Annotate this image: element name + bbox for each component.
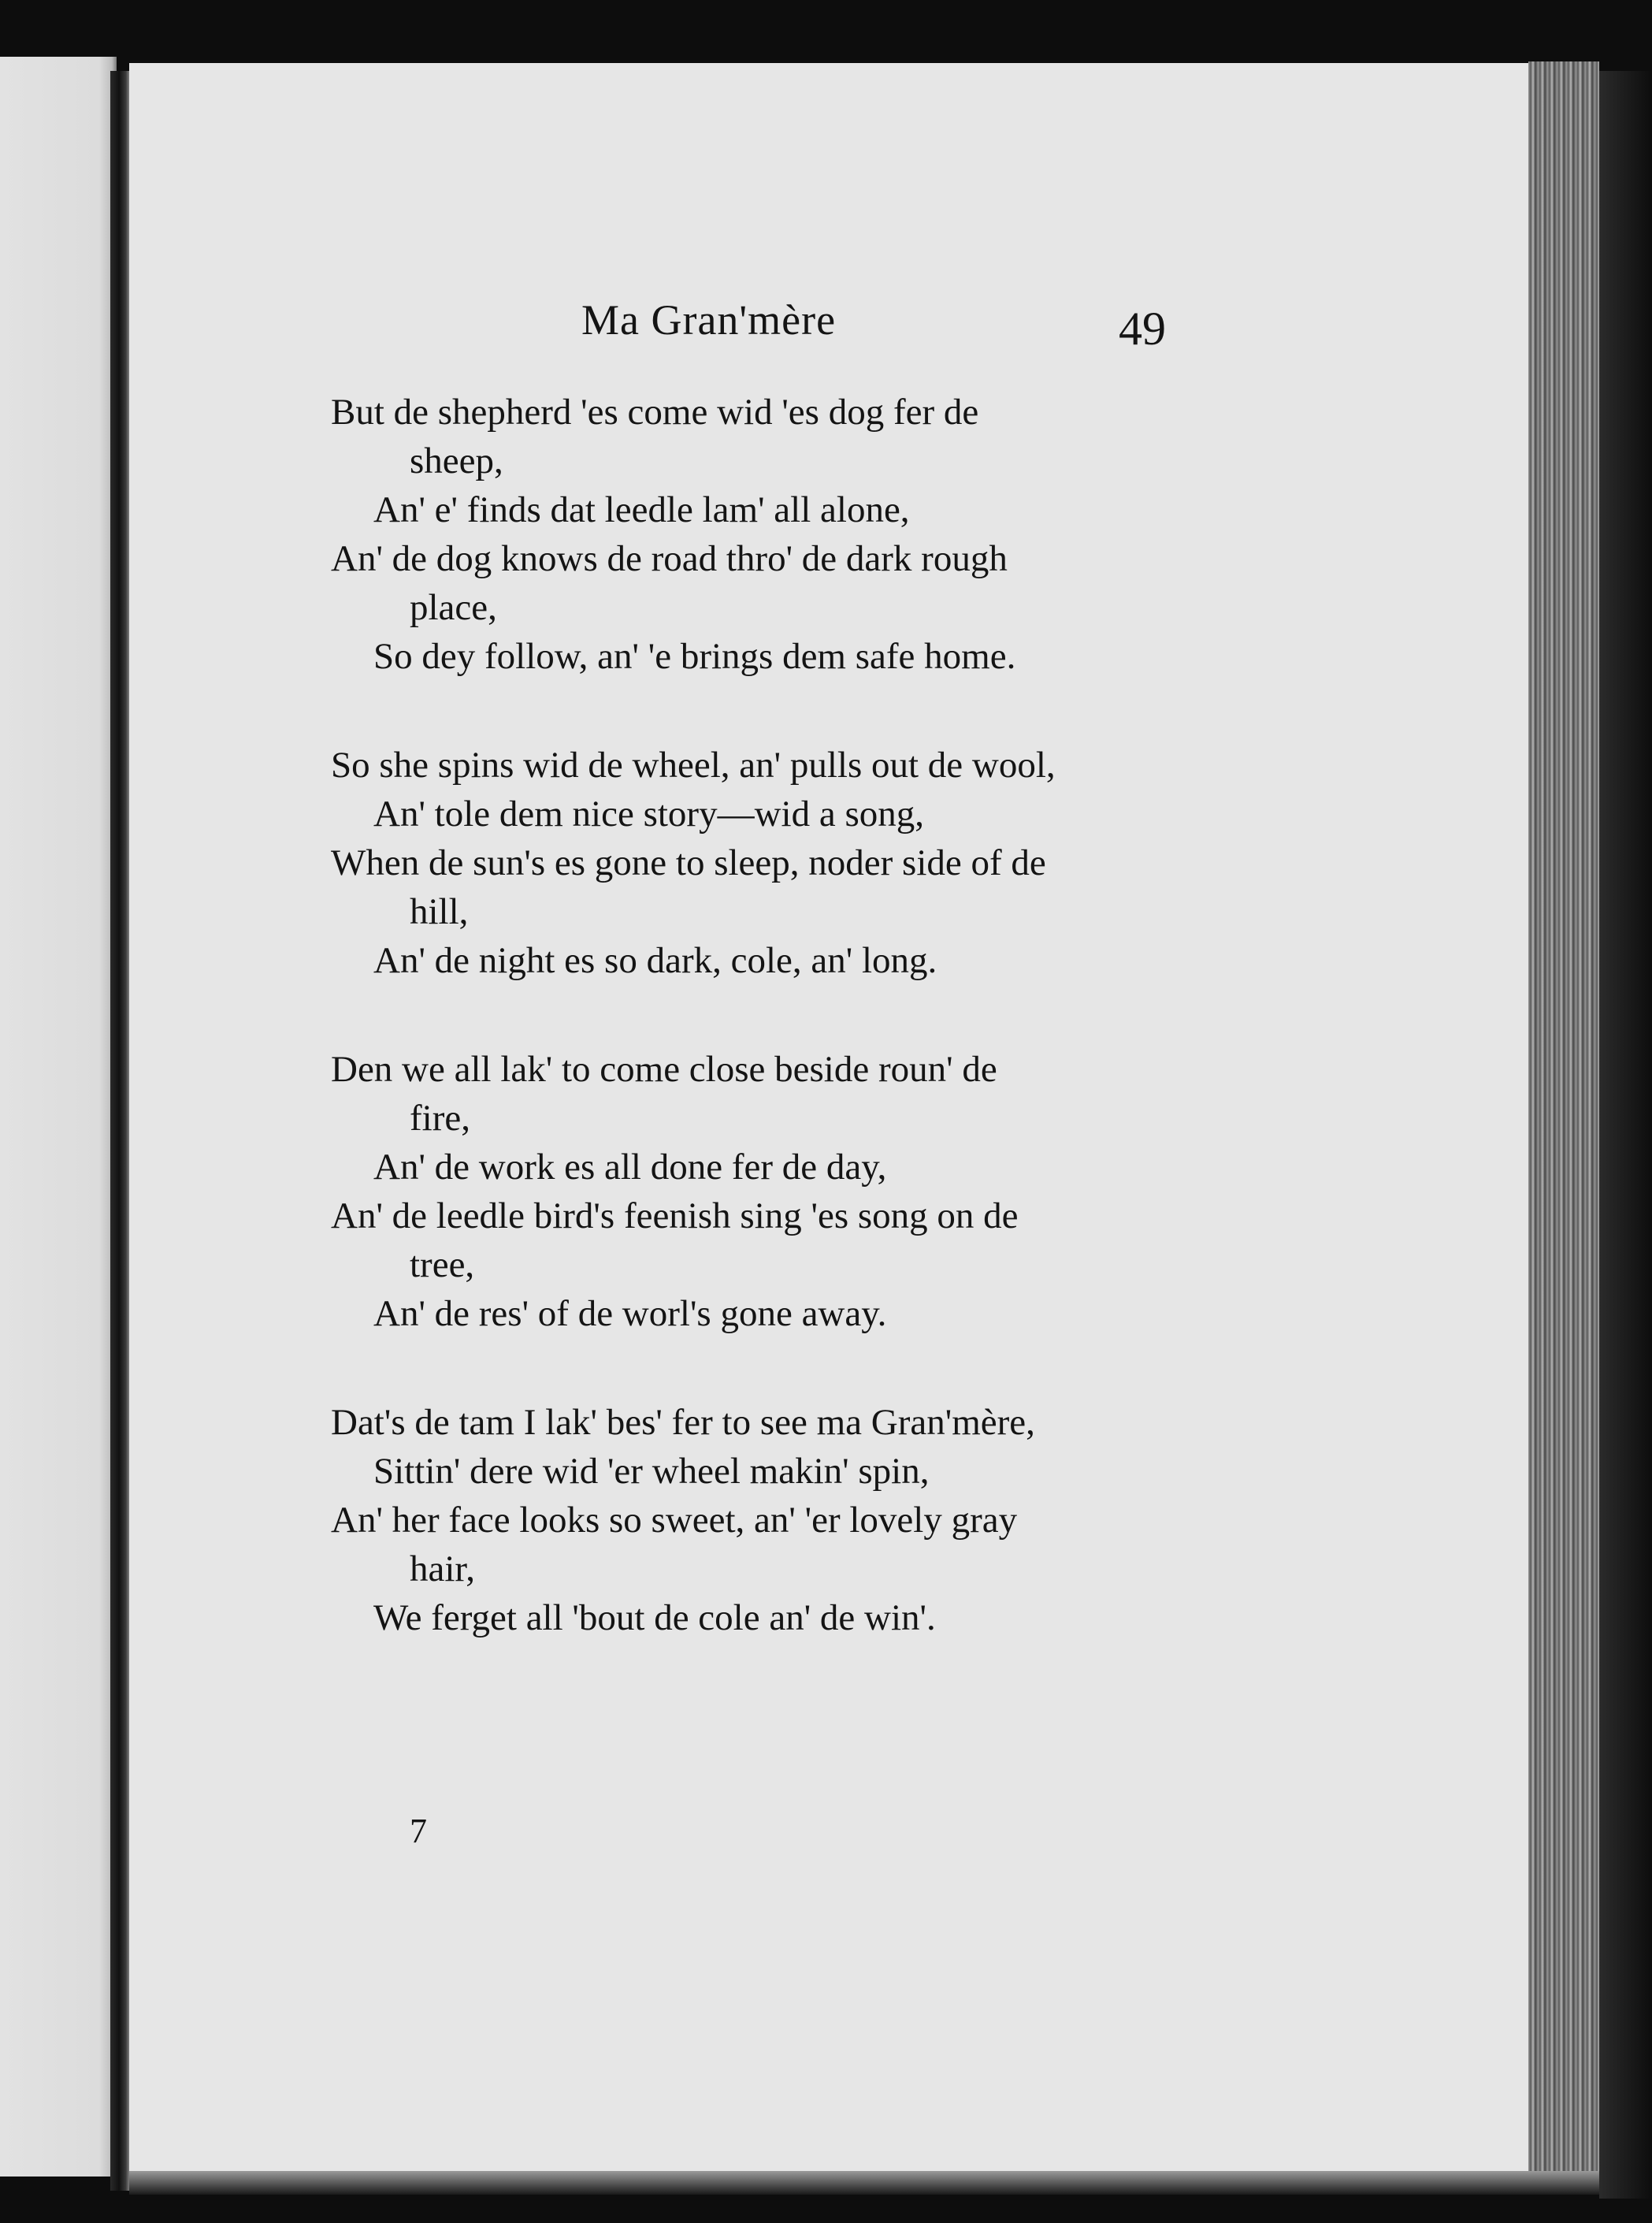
poem-line: An' de res' of de worl's gone away. [373, 1293, 887, 1334]
poem-line: hill, [410, 891, 469, 932]
poem-line: Den we all lak' to come close beside roun' de [331, 1049, 997, 1090]
page-stack-edge [1528, 61, 1599, 2189]
poem-line: An' de night es so dark, cole, an' long. [373, 940, 937, 981]
poem-line: hair, [410, 1548, 475, 1589]
bottom-shadow [129, 2171, 1599, 2195]
poem-line: But de shepherd 'es come wid 'es dog fer de [331, 392, 979, 433]
page-number: 49 [1119, 303, 1166, 355]
stanza [331, 1398, 1182, 1642]
stanza-gap [331, 985, 1182, 1045]
poem-line: An' de leedle bird's feenish sing 'es song on de [331, 1195, 1019, 1236]
poem-line: An' de work es all done fer de day, [373, 1147, 887, 1188]
poem-line: So dey follow, an' 'e brings dem safe home. [373, 636, 1016, 677]
stanza-gap [331, 681, 1182, 741]
poem-line: An' her face looks so sweet, an' 'er lovely gray [331, 1500, 1018, 1541]
poem-line: place, [410, 587, 497, 628]
signature-mark: 7 [410, 1812, 427, 1850]
stanza [331, 388, 1182, 681]
poem-line: Dat's de tam I lak' bes' fer to see ma Gran'mère, [331, 1402, 1035, 1443]
poem-line: sheep, [410, 441, 503, 481]
poem-line: When de sun's es gone to sleep, noder side of de [331, 842, 1046, 883]
running-title: Ma Gran'mère [581, 296, 837, 344]
poem-line: So she spins wid de wheel, an' pulls out de wool, [331, 745, 1056, 786]
stanza-gap [331, 1338, 1182, 1398]
poem-line: An' e' finds dat leedle lam' all alone, [373, 489, 910, 530]
poem-line: Sittin' dere wid 'er wheel makin' spin, [373, 1451, 930, 1492]
poem-line: An' tole dem nice story—wid a song, [373, 794, 924, 835]
poem-body [331, 388, 1182, 1642]
poem-line: An' de dog knows de road thro' de dark rough [331, 538, 1008, 579]
poem-line: We ferget all 'bout de cole an' de win'. [373, 1597, 936, 1638]
left-page-edge [0, 57, 117, 2177]
poem-line: tree, [410, 1244, 475, 1285]
stanza [331, 741, 1182, 985]
poem-line: fire, [410, 1098, 470, 1139]
stanza [331, 1045, 1182, 1338]
page-edge-shadow [1599, 71, 1652, 2199]
